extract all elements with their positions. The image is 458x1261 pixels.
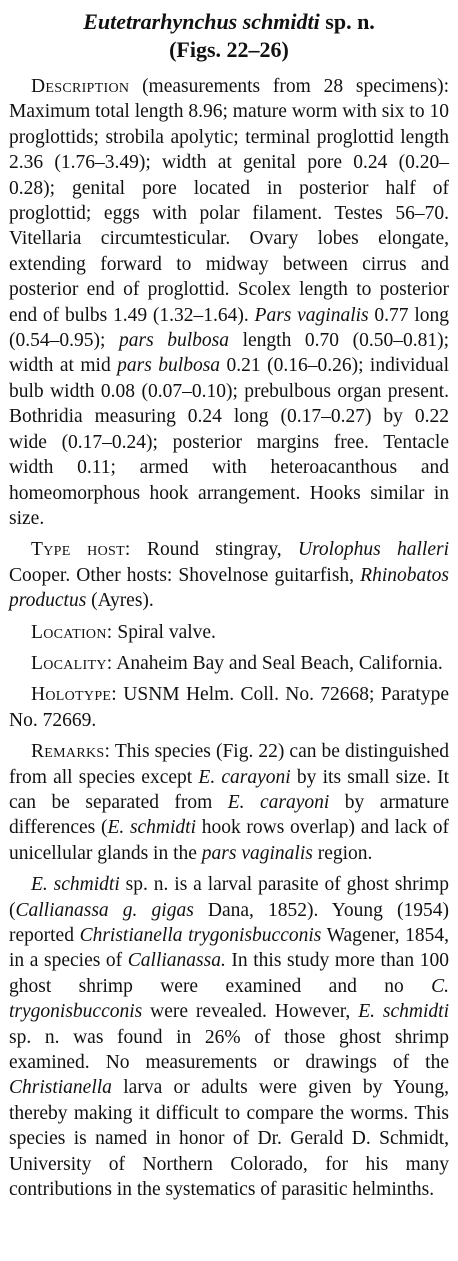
holotype-label: Holotype: (31, 684, 117, 706)
description-label: Description (31, 76, 130, 97)
italic-term: Pars vaginalis (254, 304, 369, 326)
species-heading (9, 8, 449, 36)
italic-term: pars bulbosa (117, 355, 221, 377)
italic-term: Callianassa. (127, 950, 226, 972)
remarks-label: Remarks: (31, 741, 111, 763)
remarks-text: by its small size. It can be separated from (9, 766, 450, 813)
location-label: Location: (31, 621, 113, 643)
discussion-text: Dana, 1852). Young (1954) reported (9, 899, 450, 946)
remarks-paragraph (9, 739, 449, 866)
holotype-paragraph (9, 682, 449, 733)
italic-term: Callianassa g. gigas (15, 899, 194, 921)
italic-term: E. schmidti (358, 1001, 449, 1023)
host-species-name: Urolophus halleri (297, 539, 449, 561)
type-host-text: Round stingray, (130, 539, 298, 561)
italic-term: E. carayoni (227, 791, 330, 813)
discussion-text: sp. n. is a larval parasite of ghost shrimp ( (9, 874, 449, 921)
italic-term: Christianella (9, 1077, 112, 1099)
type-host-label: Type host: (31, 539, 131, 561)
description-text: 0.77 long (0.54–0.95); (9, 304, 449, 352)
discussion-paragraph (9, 872, 449, 1202)
discussion-text: In this study more than 100 ghost shrimp were examined and no (9, 950, 449, 997)
species-suffix: sp. n. (319, 9, 375, 34)
article-page (9, 8, 449, 1202)
type-host-text: Cooper. Other hosts: Shovelnose guitarfish, (9, 564, 361, 586)
remarks-text: by armature differences ( (9, 791, 449, 839)
type-host-paragraph (9, 537, 449, 613)
host-species-name: Rhinobatos productus (9, 564, 449, 612)
italic-term: E. carayoni (198, 766, 291, 788)
italic-term: E. schmidti (107, 817, 197, 839)
remarks-text: region. (312, 842, 373, 864)
italic-term: Christianella trygonisbucconis (79, 925, 322, 946)
locality-label: Locality: (31, 652, 113, 674)
description-text: (measurements from 28 specimens): Maximum total length 8.96; mature worm with six to 10 proglottids; strobila apolytic; terminal proglottid length 2.36 (1.76–3.49); width at genital pore 0.24 (0.20–0.28); genital pore located in posterior half of proglottid; eggs with polar filament. Testes 56–70. Vitellaria circumtesticular. Ovary lobes elongate, extending forward to midway between cirrus and posterior end of proglottid. Scolex length to posterior end of bulbs 1.49 (1.32–1.64). (9, 76, 449, 326)
discussion-text: sp. n. was found in 26% of those ghost shrimp examined. No measurements or drawings of the (9, 1026, 449, 1074)
italic-term: E. schmidti (31, 874, 120, 896)
locality-text: Anaheim Bay and Seal Beach, California. (112, 652, 443, 674)
italic-term: pars bulbosa (118, 330, 229, 352)
remarks-text: This species (Fig. 22) can be distinguished from all species except (9, 741, 449, 788)
figure-reference: (Figs. 22–26) (169, 37, 289, 62)
holotype-text: USNM Helm. Coll. No. 72668; Paratype No. 72669. (9, 684, 449, 731)
article-body (9, 74, 449, 1202)
description-text: 0.21 (0.16–0.26); individual bulb width 0.08 (0.07–0.10); prebulbous organ present. Bothridia measuring 0.24 long (0.17–0.27) by 0.22 wide (0.17–0.24); posterior margins free. Tentacle width 0.11; armed with heteroacanthous and homeomorphous hook arrangement. Hooks similar in size. (9, 355, 450, 529)
discussion-text: larva or adults were given by Young, thereby making it difficult to compare the worms. This species is named in honor of Dr. Gerald D. Schmidt, University of Northern Colorado, for his many contributions in the systematics of parasitic helminths. (9, 1077, 449, 1201)
locality-paragraph (9, 651, 449, 676)
discussion-text: Wagener, 1854, in a species of (9, 925, 449, 972)
description-paragraph (9, 74, 449, 531)
location-paragraph (9, 620, 449, 645)
type-host-text: (Ayres). (86, 590, 154, 612)
italic-term: C. trygonisbucconis (9, 975, 449, 1023)
location-text: Spiral valve. (112, 621, 216, 643)
description-text: length 0.70 (0.50–0.81); width at mid (9, 330, 449, 377)
italic-term: pars vaginalis (201, 842, 313, 864)
discussion-text: were revealed. However, (142, 1001, 359, 1023)
remarks-text: hook rows overlap) and lack of unicellular glands in the (9, 817, 449, 864)
species-name: Eutetrarhynchus schmidti (83, 9, 320, 34)
